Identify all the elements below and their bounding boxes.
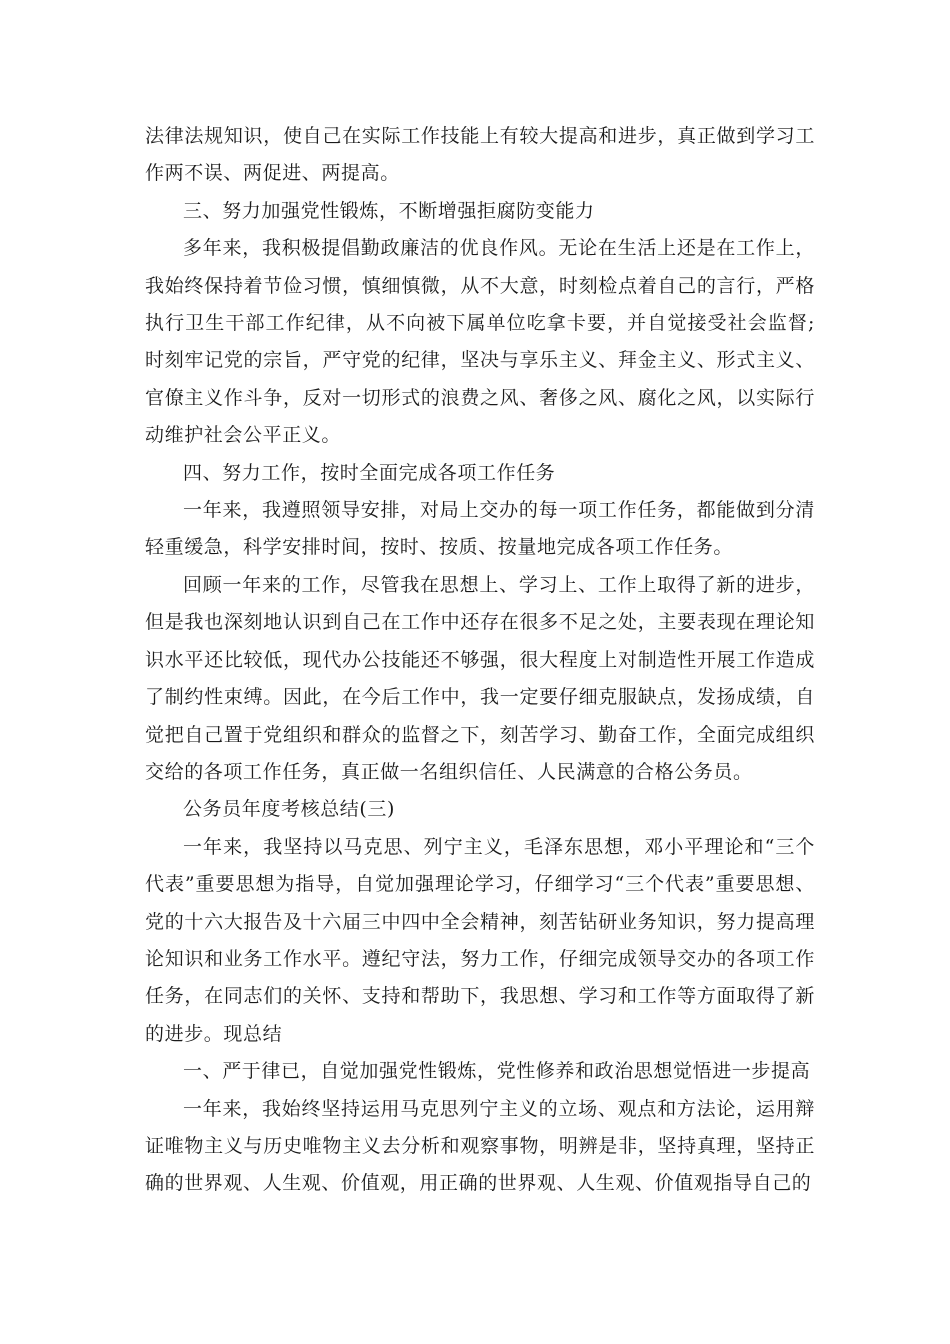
paragraph: 一年来，我遵照领导安排，对局上交办的每一项工作任务，都能做到分清轻重缓急，科学安排时间，按时、按质、按量地完成各项工作任务。 xyxy=(145,499,815,559)
document-body xyxy=(145,118,815,1203)
paragraph: 法律法规知识，使自己在实际工作技能上有较大提高和进步，真正做到学习工作两不误、两促进、两提高。 xyxy=(145,125,815,185)
paragraph: 回顾一年来的工作，尽管我在思想上、学习上、工作上取得了新的进步，但是我也深刻地认识到自己在工作中还存在很多不足之处，主要表现在理论知识水平还比较低，现代办公技能还不够强，很大程度上对制造性开展工作造成了制约性束缚。因此，在今后工作中，我一定要仔细克服缺点，发扬成绩，自觉把自己置于党组织和群众的监督之下，刻苦学习、勤奋工作，全面完成组织交给的各项工作任务，真正做一名组织信任、人民满意的合格公务员。 xyxy=(145,573,815,783)
paragraph: 一年来，我坚持以马克思、列宁主义，毛泽东思想，邓小平理论和“三个代表”重要思想为指导，自觉加强理论学习，仔细学习“三个代表”重要思想、党的十六大报告及十六届三中四中全会精神，刻苦钻研业务知识，努力提高理论知识和业务工作水平。遵纪守法，努力工作，仔细完成领导交办的各项工作任务，在同志们的关怀、支持和帮助下，我思想、学习和工作等方面取得了新的进步。现总结 xyxy=(145,835,815,1045)
paragraph: 一年来，我始终坚持运用马克思列宁主义的立场、观点和方法论，运用辩证唯物主义与历史唯物主义去分析和观察事物，明辨是非，坚持真理，坚持正确的世界观、人生观、价值观，用正确的世界观、人生观、价值观指导自己的 xyxy=(145,1097,815,1195)
section-heading: 三、努力加强党性锻炼，不断增强拒腐防变能力 xyxy=(183,199,595,222)
document-subtitle: 公务员年度考核总结(三) xyxy=(183,798,396,821)
section-heading: 一、严于律已，自觉加强党性锻炼，党性修养和政治思想觉悟进一步提高 xyxy=(183,1060,811,1083)
paragraph: 多年来，我积极提倡勤政廉洁的优良作风。无论在生活上还是在工作上，我始终保持着节俭习惯，慎细慎微，从不大意，时刻检点着自己的言行，严格执行卫生干部工作纪律，从不向被下属单位吃拿卡要，并自觉接受社会监督;时刻牢记党的宗旨，严守党的纪律，坚决与享乐主义、拜金主义、形式主义、官僚主义作斗争，反对一切形式的浪费之风、奢侈之风、腐化之风，以实际行动维护社会公平正义。 xyxy=(145,237,815,447)
section-heading: 四、努力工作，按时全面完成各项工作任务 xyxy=(183,461,556,484)
